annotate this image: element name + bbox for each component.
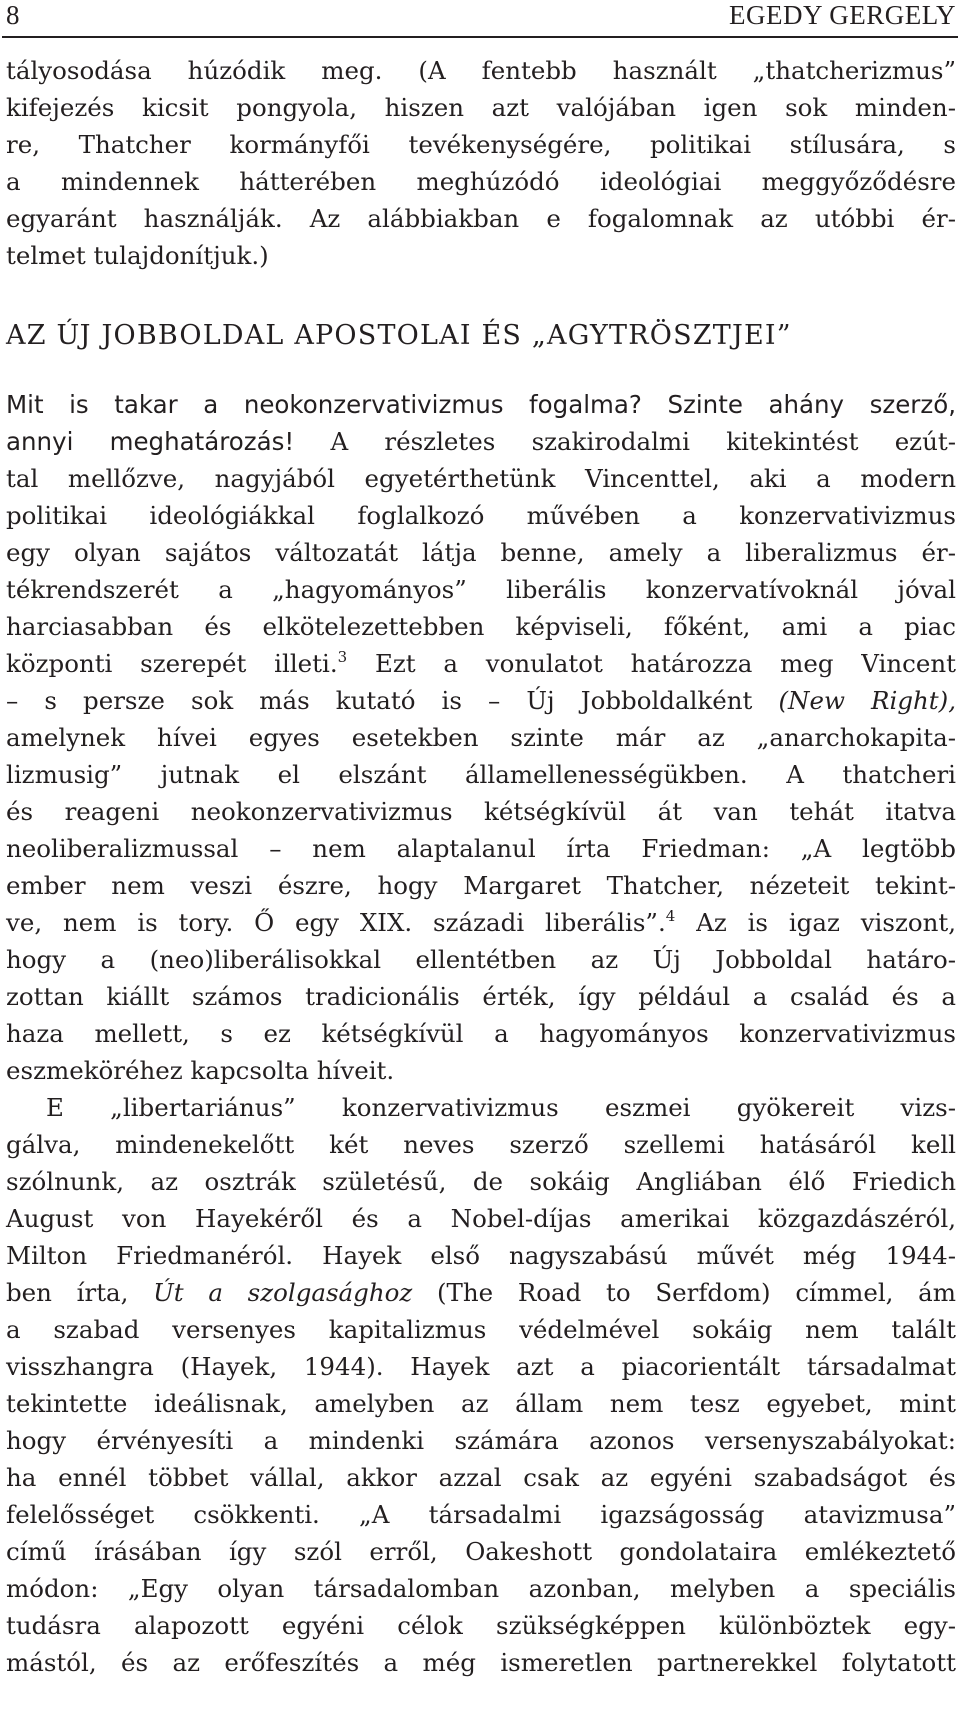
text-segment: Ezt a vonulatot határozza meg Vincent — [347, 649, 956, 678]
text-line: politikai ideológiákkal foglalkozó művében a konzervativizmus — [6, 501, 956, 530]
text-line: tal mellőzve, nagyjából egyetérthetünk Vincenttel, aki a modern — [6, 464, 956, 493]
text-line: módon: „Egy olyan társadalomban azonban, melyben a speciális — [6, 1574, 956, 1603]
running-header — [6, 0, 956, 38]
text-line: a mindennek hátterében meghúzódó ideológiai meggyőződésre — [6, 167, 956, 196]
text-line: tályosodása húzódik meg. (A fentebb használt „thatcherizmus” — [6, 56, 956, 85]
paragraph-2 — [6, 1089, 956, 1681]
text-line: tudásra alapozott egyéni célok szükségképpen különböztek egy- — [6, 1611, 956, 1640]
text-segment: ve, nem is tory. Ő egy XIX. századi liberális”. — [6, 908, 666, 937]
text-line: ember nem veszi észre, hogy Margaret Thatcher, nézeteit tekint- — [6, 871, 956, 900]
section-heading: AZ ÚJ JOBBOLDAL APOSTOLAI ÉS „AGYTRÖSZTJEI” — [6, 320, 792, 351]
footnote-marker[interactable]: 4 — [665, 907, 676, 925]
text-line: gálva, mindenekelőtt két neves szerző szellemi hatásáról kell — [6, 1130, 956, 1159]
text-line: a szabad versenyes kapitalizmus védelmével sokáig nem talált — [6, 1315, 956, 1344]
text-line: eszmeköréhez kapcsolta híveit. — [6, 1056, 395, 1085]
text-line: telmet tulajdonítjuk.) — [6, 241, 269, 270]
page-number: 8 — [6, 0, 20, 30]
text-line — [6, 645, 956, 682]
text-segment: (The Road to Serfdom) címmel, ám — [412, 1278, 956, 1307]
text-line: lizmusig” jutnak el elszánt államellenességükben. A thatcheri — [6, 760, 956, 789]
text-line: harciasabban és elkötelezettebben képviseli, főként, ami a piac — [6, 612, 956, 641]
text-line — [6, 904, 956, 941]
text-segment: ben írta, — [6, 1278, 154, 1307]
text-segment: – s persze sok más kutató is – Új Jobboldalként — [6, 686, 779, 715]
text-line: tékrendszerét a „hagyományos” liberális konzervatívoknál jóval — [6, 575, 956, 604]
italic-title: Út a szolgasághoz — [153, 1278, 413, 1307]
text-line: E „libertariánus” konzervativizmus eszmei gyökereit vizs- — [46, 1093, 956, 1122]
text-line: haza mellett, s ez kétségkívül a hagyományos konzervativizmus — [6, 1019, 956, 1048]
text-line: hogy érvényesíti a mindenki számára azonos versenyszabályokat: — [6, 1426, 956, 1455]
text-line: ha ennél többet vállal, akkor azzal csak az egyéni szabadságot és — [6, 1463, 956, 1492]
text-line: amelynek hívei egyes esetekben szinte már az „anarchokapita- — [6, 723, 956, 752]
text-line — [6, 423, 956, 460]
text-line: felelősséget csökkenti. „A társadalmi igazságosság atavizmusa” — [6, 1500, 956, 1529]
text-line: kifejezés kicsit pongyola, hiszen azt valójában igen sok minden- — [6, 93, 956, 122]
lead-in-text: annyi meghatározás! — [6, 427, 295, 456]
text-line: visszhangra (Hayek, 1944). Hayek azt a piacorientált társadalmat — [6, 1352, 956, 1381]
text-line: című írásában így szól erről, Oakeshott gondolataira emlékeztető — [6, 1537, 956, 1566]
text-line: hogy a (neo)liberálisokkal ellentétben az Új Jobboldal határo- — [6, 945, 956, 974]
paragraph-1 — [6, 386, 956, 1089]
text-line: zottan kiállt számos tradicionális érték, így például a család és a — [6, 982, 956, 1011]
text-line: és reageni neokonzervativizmus kétségkívül át van tehát itatva — [6, 797, 956, 826]
footnote-marker[interactable]: 3 — [337, 648, 348, 666]
text-line: August von Hayekéről és a Nobel-díjas amerikai közgazdászéról, — [6, 1204, 956, 1233]
text-segment: Az is igaz viszont, — [675, 908, 957, 937]
running-head-author: EGEDY GERGELY — [728, 0, 956, 30]
text-line — [6, 386, 956, 423]
text-segment: A részletes szakirodalmi kitekintést ezút- — [294, 427, 956, 456]
text-segment: központi szerepét illeti. — [6, 649, 338, 678]
text-line: Milton Friedmanéról. Hayek első nagyszabású művét még 1944- — [6, 1241, 956, 1270]
italic-term: (New Right), — [778, 686, 956, 715]
text-line: neoliberalizmussal – nem alaptalanul írta Friedman: „A legtöbb — [6, 834, 956, 863]
text-line: szólnunk, az osztrák születésű, de sokáig Angliában élő Friedich — [6, 1167, 956, 1196]
text-line: re, Thatcher kormányfői tevékenységére, politikai stílusára, s — [6, 130, 956, 159]
header-rule — [2, 36, 958, 38]
text-line: mástól, és az erőfeszítés a még ismeretlen partnerekkel folytatott — [6, 1648, 956, 1677]
text-line: egyaránt használják. Az alábbiakban e fogalomnak az utóbbi ér- — [6, 204, 956, 233]
intro-paragraph — [6, 52, 956, 274]
text-line — [6, 1274, 956, 1311]
text-line — [6, 682, 956, 719]
text-line: egy olyan sajátos változatát látja benne, amely a liberalizmus ér- — [6, 538, 956, 567]
text-line: tekintette ideálisnak, amelyben az állam nem tesz egyebet, mint — [6, 1389, 956, 1418]
lead-in-text: Mit is takar a neokonzervativizmus fogalma? Szinte ahány szerző, — [6, 390, 956, 419]
